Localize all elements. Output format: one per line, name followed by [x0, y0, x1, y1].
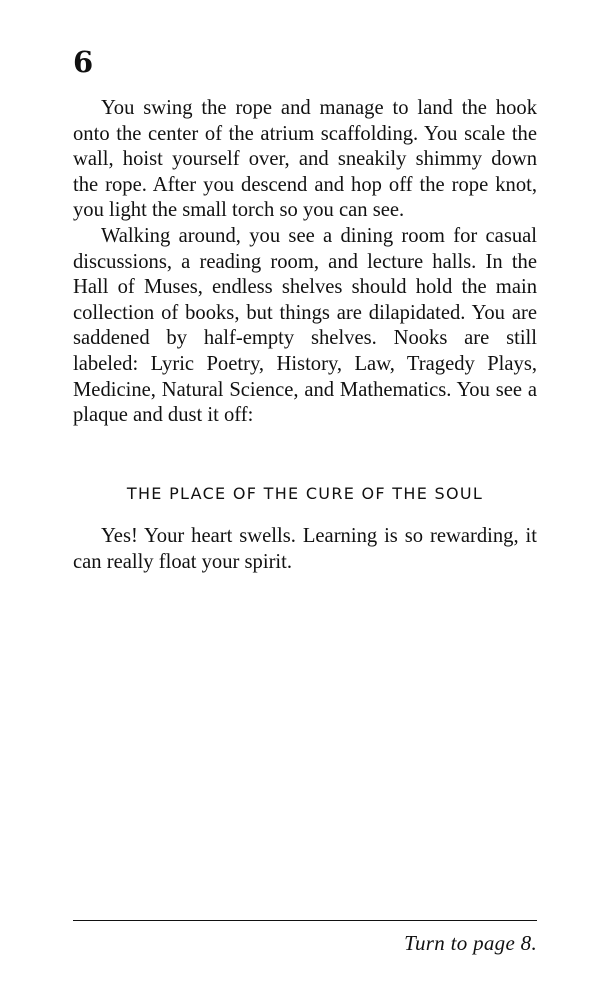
section-number: 6	[73, 45, 94, 79]
story-text	[73, 96, 537, 429]
plaque-inscription: THE PLACE OF THE CURE OF THE SOUL	[126, 484, 484, 503]
book-page	[73, 0, 537, 1000]
story-text-closing	[73, 524, 537, 575]
footer-divider	[73, 920, 537, 921]
turn-to-page-link[interactable]: Turn to page 8.	[404, 931, 537, 955]
story-paragraph: Walking around, you see a dining room for casual discussions, a reading room, and lecture halls. In the Hall of Muses, endless shelves should hold the main collection of books, but things are dilapidated. You are saddened by half-empty shelves. Nooks are still labeled: Lyric Poetry, History, Law, Tragedy Plays, Medicine, Natural Science, and Mathematics. You see a plaque and dust it off:	[73, 224, 537, 427]
story-paragraph: You swing the rope and manage to land the hook onto the center of the atrium scaffolding. You scale the wall, hoist yourself over, and sneakily shimmy down the rope. After you descend and hop off the rope knot, you light the small torch so you can see.	[73, 97, 537, 222]
story-paragraph: Yes! Your heart swells. Learning is so rewarding, it can really float your spirit.	[73, 525, 537, 573]
